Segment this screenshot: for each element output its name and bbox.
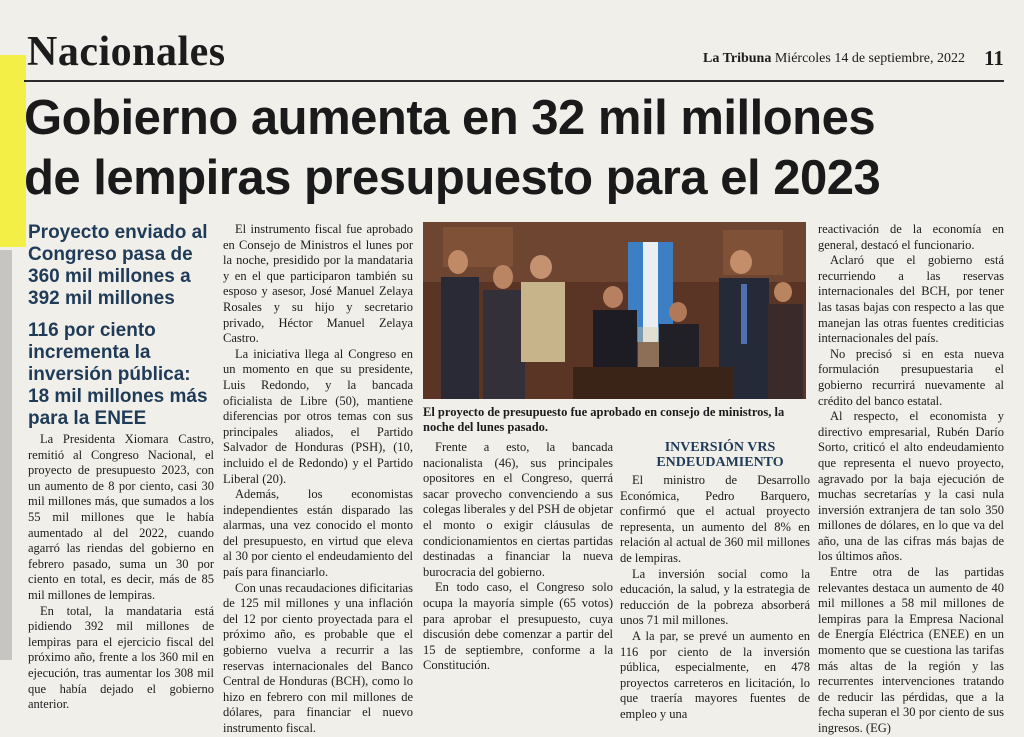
paragraph: En todo caso, el Congreso solo ocupa la mayoría simple (65 votos) para aprobar el presupuesto, cuya discusión debe comenzar a partir del 15 de septiembre, conforme a la Constitución. xyxy=(423,580,613,673)
masthead xyxy=(703,51,965,67)
photo-illustration xyxy=(423,222,806,399)
article-column-1 xyxy=(28,432,214,713)
paragraph: Frente a esto, la bancada nacionalista (46), sus principales opositores en el Congreso, querrá sacar provecho convenciendo a sus colegas liberales y del PSH de objetar el monto o exigir cláusulas de condicionamientos en ciertas partidas destinadas a financiar la nueva burocracia del gobierno. xyxy=(423,440,613,579)
paragraph: La iniciativa llega al Congreso en un momento en que su presidente, Luis Redondo, y la bancada oficialista de Libre (50), mantiene diferencias por otros temas con sus principales aliados, el Partido Salvador de Honduras (PSH), (10, incluido el de Redondo) y el Partido Liberal (20). xyxy=(223,346,413,486)
paragraph: Además, los economistas independientes están disparado las alarmas, una vez conocido el monto del presupuesto, en virtud que eleva al 30 por ciento el endeudamiento del país para financiarlo. xyxy=(223,487,413,580)
paragraph: reactivación de la economía en general, destacó el funcionario. xyxy=(818,222,1004,252)
page-number: 11 xyxy=(984,46,1004,70)
headline-line: Gobierno aumenta en 32 mil millones xyxy=(24,91,876,145)
paragraph: Entre otra de las partidas relevantes destaca un aumento de 40 mil millones a 58 mil millones de lempiras para la Empresa Nacional de Energía Eléctrica (ENEE) en un momento que se cuestiona las tarifas más altas de la región y las recurrentes intervenciones tratando de reducir las pérdidas, que a la fecha superan el 30 por ciento de sus ingresos. (EG) xyxy=(818,565,1004,735)
paragraph: Aclaró que el gobierno está recurriendo a las reservas internacionales del BCH, por tener las tasas bajas con respecto a las que manejan las otras fuentes crediticias internacionales del país. xyxy=(818,253,1004,346)
paragraph: A la par, se prevé un aumento en 116 por ciento de la inversión pública, especialmente, en 478 proyectos carreteros en licitación, lo que traería mayores fuentes de empleo y una xyxy=(620,628,810,721)
subheadline-1: Proyecto enviado al Congreso pasa de 360 mil millones a 392 mil millones xyxy=(28,222,208,309)
article-column-2 xyxy=(223,222,413,737)
newspaper-name: La Tribuna xyxy=(703,51,772,66)
paragraph: El ministro de Desarrollo Económica, Pedro Barquero, confirmó que el actual proyecto representa, un aumento del 8% en relación al actual de 360 mil millones de lempiras. xyxy=(620,473,810,565)
subheadline-2: 116 por ciento incrementa la inversión pública: 18 mil millones más para la ENEE xyxy=(28,320,208,429)
article-column-4 xyxy=(620,473,810,723)
article-column-5 xyxy=(818,222,1004,737)
news-photo xyxy=(423,222,806,399)
paragraph: Al respecto, el economista y directivo empresarial, Rubén Darío Sorto, criticó el alto endeudamiento que representa el nuevo proyecto, agravado por la baja ejecución de muchas secretarías y la casi nula inversión extranjera de tan solo 350 millones de dólares, en lo que va del año, una de las cifras más bajas de los últimos años. xyxy=(818,409,1004,564)
page-edge-shadow xyxy=(0,250,12,660)
paragraph: En total, la mandataria está pidiendo 392 mil millones de lempiras para el ejercicio fiscal del próximo año, frente a los 360 mil en ejecución, tras aumentar los 308 mil que había dejado el gobierno anterior. xyxy=(28,603,214,712)
paragraph: No precisó si en esta nueva formulación presupuestaria el gobierno recurrirá nuevamente al crédito del banco estatal. xyxy=(818,346,1004,408)
paragraph: La Presidenta Xiomara Castro, remitió al Congreso Nacional, el proyecto de presupuesto 2023, con un aumento de 8 por ciento, casi 30 mil millones más, que sumados a los 55 mil millones que le había aumentado al del 2022, cuando agarró las riendas del gobierno en febrero pasado, suma un 30 por ciento en total, es decir, más de 85 mil millones de lempiras. xyxy=(28,432,214,602)
headline xyxy=(24,88,1016,208)
section-title: Nacionales xyxy=(27,29,226,75)
article-column-3 xyxy=(423,440,613,674)
headline-line: de lempiras presupuesto para el 2023 xyxy=(24,151,881,205)
paragraph: La inversión social como la educación, la salud, y la estrategia de reducción de la pobreza absorberá unos 71 mil millones. xyxy=(620,566,810,628)
issue-date: Miércoles 14 de septiembre, 2022 xyxy=(774,51,965,66)
photo-caption: El proyecto de presupuesto fue aprobado en consejo de ministros, la noche del lunes pasado. xyxy=(423,405,785,434)
highlighter-mark xyxy=(0,55,26,247)
section-subhead: INVERSIÓN VRS ENDEUDAMIENTO xyxy=(656,440,784,470)
paragraph: Con unas recaudaciones dificitarias de 125 mil millones y una inflación del 12 por ciento proyectada para el próximo año, es probable que el gobierno vuelva a recurrir a las reservas internacionales del Banco Central de Honduras (BCH), como lo hizo en febrero con mil millones de dólares, para financiar el nuevo instrumento fiscal. xyxy=(223,580,413,735)
paragraph: El instrumento fiscal fue aprobado en Consejo de Ministros el lunes por la noche, presidido por la mandataria y en el que participaron también su esposo y asesor, José Manuel Zelaya Rosales y su hijo y secretario privado, Héctor Manuel Zelaya Castro. xyxy=(223,222,413,346)
header-rule xyxy=(24,80,1004,82)
